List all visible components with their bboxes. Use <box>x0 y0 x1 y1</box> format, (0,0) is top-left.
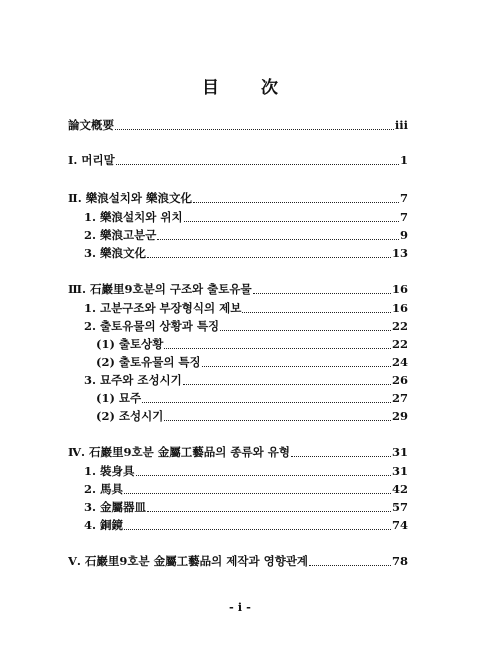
toc-entry-label: 論文槪要 <box>68 118 114 132</box>
toc-entry-abstract <box>68 117 408 133</box>
toc-entry-label: 3. 묘주와 조성시기 <box>84 373 182 387</box>
toc-entry-page: 7 <box>399 191 408 205</box>
toc-entry-subsection <box>96 336 408 352</box>
toc-entry-section <box>84 499 408 515</box>
leader-dots <box>291 456 391 457</box>
toc-entry-page: 31 <box>391 445 408 459</box>
toc-entry-subsection <box>96 390 408 406</box>
leader-dots <box>164 420 391 421</box>
toc-entry-page: 24 <box>391 355 408 369</box>
leader-dots <box>183 384 391 385</box>
leader-dots <box>164 348 391 349</box>
toc-entry-page: 74 <box>391 518 408 532</box>
leader-dots <box>193 202 399 203</box>
leader-dots <box>142 402 391 403</box>
leader-dots <box>136 475 391 476</box>
toc-entry-label: Ⅲ. 石巖里9호분의 구조와 출토유물 <box>68 282 252 296</box>
toc-entry-subsection <box>96 408 408 424</box>
leader-dots <box>157 239 399 240</box>
toc-entry-page: 16 <box>391 282 408 296</box>
toc-entry-label: 1. 고분구조와 부장형식의 제보 <box>84 301 242 315</box>
toc-entry-chapter-2 <box>68 190 408 206</box>
leader-dots <box>242 312 391 313</box>
toc-entry-page: 1 <box>399 153 408 167</box>
page-number: - i - <box>229 600 251 614</box>
toc-entry-label: (1) 출토상황 <box>96 337 164 351</box>
toc-entry-section <box>84 209 408 225</box>
toc-entry-label: Ⅱ. 樂浪설치와 樂浪文化 <box>68 191 193 205</box>
toc-entry-section <box>84 318 408 334</box>
leader-dots <box>124 529 391 530</box>
toc-entry-label: 3. 樂浪文化 <box>84 246 147 260</box>
toc-entry-page: 13 <box>391 246 408 260</box>
leader-dots <box>220 330 391 331</box>
toc-entry-label: 1. 裝身具 <box>84 464 135 478</box>
toc-entry-chapter-5 <box>68 553 408 569</box>
toc-entry-label: (2) 조성시기 <box>96 409 164 423</box>
toc-entry-label: Ⅰ. 머리말 <box>68 153 115 167</box>
toc-entry-page: 29 <box>391 409 408 423</box>
leader-dots <box>124 493 391 494</box>
leader-dots <box>309 565 391 566</box>
toc-entry-section <box>84 372 408 388</box>
toc-entry-section <box>84 481 408 497</box>
toc-entry-page: 78 <box>391 554 408 568</box>
toc-entry-label: Ⅳ. 石巖里9호분 金屬工藝品의 종류와 유형 <box>68 445 290 459</box>
toc-entry-label: (2) 출토유물의 특징 <box>96 355 201 369</box>
toc-entry-label: 2. 출토유물의 상황과 특징 <box>84 319 220 333</box>
toc-entry-section <box>84 300 408 316</box>
toc-entry-label: 2. 馬具 <box>84 482 124 496</box>
leader-dots <box>115 129 394 130</box>
toc-entry-page: 7 <box>399 210 408 224</box>
toc-entry-chapter-3 <box>68 281 408 297</box>
toc-entry-page: 42 <box>391 482 408 496</box>
toc-entry-section <box>84 463 408 479</box>
toc-entry-page: 22 <box>391 319 408 333</box>
toc-entry-label: 2. 樂浪고분군 <box>84 228 157 242</box>
toc-entry-section <box>84 245 408 261</box>
toc-entry-section <box>84 517 408 533</box>
toc-entry-label: 3. 金屬器皿 <box>84 500 147 514</box>
leader-dots <box>147 257 391 258</box>
leader-dots <box>202 366 391 367</box>
leader-dots <box>116 164 399 165</box>
toc-entry-page: 27 <box>391 391 408 405</box>
toc-entry-label: (1) 묘주 <box>96 391 142 405</box>
toc-entry-page: 22 <box>391 337 408 351</box>
toc-entry-label: Ⅴ. 石巖里9호분 金屬工藝品의 제작과 영향관계 <box>68 554 309 568</box>
toc-entry-section <box>84 227 408 243</box>
toc-entry-subsection <box>96 354 408 370</box>
toc-entry-page: 9 <box>399 228 408 242</box>
toc-entry-chapter-1 <box>68 152 408 168</box>
toc-entry-page: iii <box>394 118 408 132</box>
leader-dots <box>147 511 391 512</box>
toc-entry-label: 1. 樂浪설치와 위치 <box>84 210 183 224</box>
toc-entry-page: 16 <box>391 301 408 315</box>
toc-entry-page: 57 <box>391 500 408 514</box>
toc-entry-label: 4. 銅鏡 <box>84 518 124 532</box>
toc-entry-page: 26 <box>391 373 408 387</box>
leader-dots <box>253 293 391 294</box>
toc-entry-page: 31 <box>391 464 408 478</box>
page-title: 目 次 <box>202 78 296 98</box>
toc-entry-chapter-4 <box>68 444 408 460</box>
leader-dots <box>184 221 399 222</box>
